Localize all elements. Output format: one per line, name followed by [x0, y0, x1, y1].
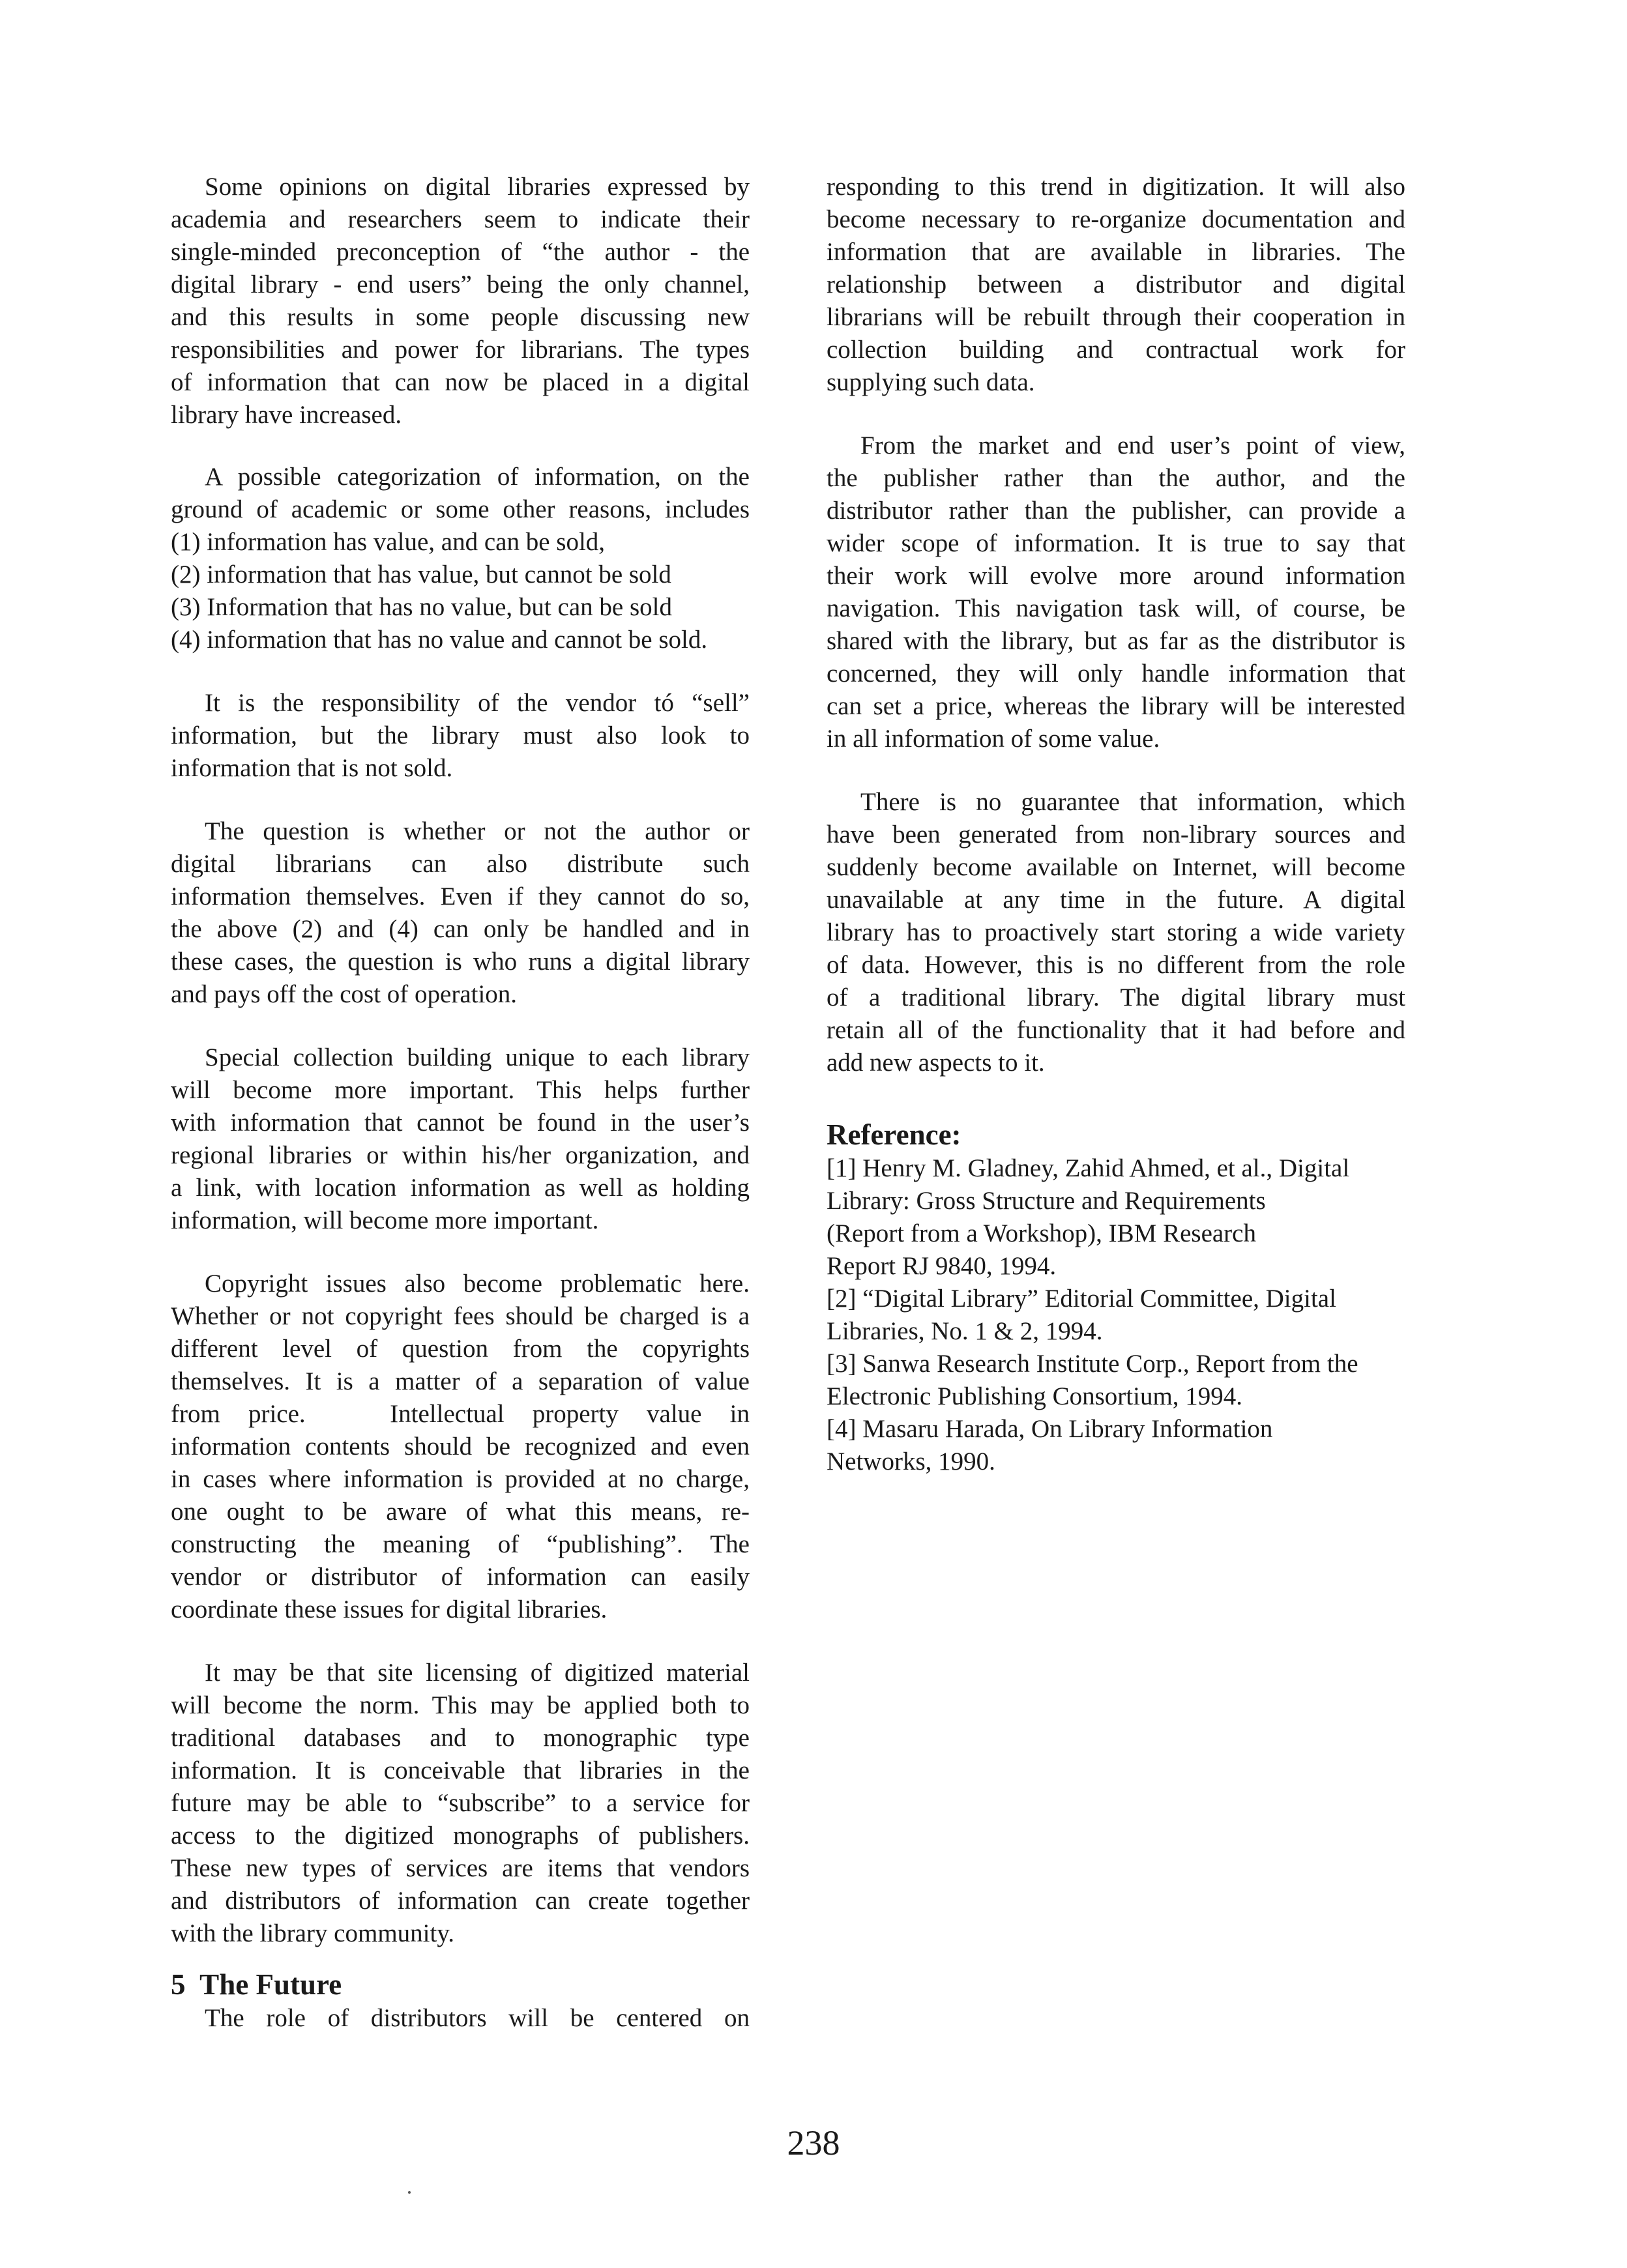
text-line: These new types of services are items that vendors [171, 1854, 750, 1882]
text-line: of information that can now be placed in a digital [171, 368, 750, 396]
text-line: navigation. This navigation task will, of course, be [827, 594, 1405, 622]
text-line: future may be able to “subscribe” to a service for [171, 1789, 750, 1817]
paragraph [827, 171, 1405, 399]
text-line: responding to this trend in digitization. It will also [827, 173, 1405, 201]
text-line: library has to proactively start storing a wide variety [827, 918, 1405, 946]
list-item: (2) information that has value, but cannot be sold [171, 560, 671, 589]
reference-line: [1] Henry M. Gladney, Zahid Ahmed, et al., Digital [827, 1154, 1350, 1182]
text-line: A possible categorization of information, on the [205, 463, 750, 491]
reference-line: [3] Sanwa Research Institute Corp., Report from the [827, 1350, 1358, 1378]
text-line: in all information of some value. [827, 725, 1160, 753]
right-column [827, 171, 1405, 1478]
paragraph [171, 171, 750, 431]
text-line: The question is whether or not the author or [205, 817, 750, 845]
text-line: coordinate these issues for digital libraries. [171, 1595, 608, 1623]
text-line: constructing the meaning of “publishing”. The [171, 1530, 750, 1558]
text-line: their work will evolve more around information [827, 562, 1405, 590]
reference-line: Library: Gross Structure and Requirements [827, 1187, 1266, 1215]
text-line: the publisher rather than the author, and the [827, 464, 1405, 492]
text-line: information. It is conceivable that libraries in the [171, 1756, 750, 1784]
reference-item [827, 1283, 1405, 1348]
text-line: of a traditional library. The digital library must [827, 983, 1405, 1011]
text-line: Whether or not copyright fees should be charged is a [171, 1302, 750, 1330]
paragraph [171, 2002, 750, 2035]
text-line: the above (2) and (4) can only be handled and in [171, 915, 750, 943]
text-line: retain all of the functionality that it had before and [827, 1016, 1405, 1044]
paragraph [171, 1268, 750, 1626]
text-line: It is the responsibility of the vendor tó “sell” [205, 689, 750, 717]
reference-line: Networks, 1990. [827, 1447, 995, 1476]
list-item: (4) information that has no value and cannot be sold. [171, 626, 708, 654]
text-line: will become more important. This helps further [171, 1076, 750, 1104]
text-line: information, but the library must also look to [171, 721, 750, 749]
text-line: one ought to be aware of what this means, re- [171, 1498, 750, 1526]
reference-line: [4] Masaru Harada, On Library Information [827, 1415, 1273, 1443]
text-line: single-minded preconception of “the author - the [171, 238, 750, 266]
text-line: relationship between a distributor and digital [827, 270, 1405, 298]
text-line: will become the norm. This may be applied both to [171, 1691, 750, 1719]
reference-item [827, 1348, 1405, 1413]
text-line: ground of academic or some other reasons, includes [171, 495, 750, 523]
text-line: The role of distributors will be centered on [205, 2004, 750, 2032]
text-line: with the library community. [171, 1919, 455, 1947]
reference-line: [2] “Digital Library” Editorial Committee, Digital [827, 1285, 1336, 1313]
text-line: It may be that site licensing of digitized material [205, 1659, 750, 1687]
paragraph [171, 1657, 750, 1950]
text-line: become necessary to re-organize documentation and [827, 205, 1405, 233]
text-line: and this results in some people discussing new [171, 303, 750, 331]
reference-line: (Report from a Workshop), IBM Research [827, 1219, 1256, 1247]
text-line: unavailable at any time in the future. A digital [827, 886, 1405, 914]
paragraph [827, 429, 1405, 755]
text-line: supplying such data. [827, 368, 1035, 396]
text-line: can set a price, whereas the library will be interested [827, 692, 1405, 720]
reference-item [827, 1152, 1405, 1283]
paragraph [171, 687, 750, 785]
reference-line: Electronic Publishing Consortium, 1994. [827, 1382, 1243, 1410]
text-line: information, will become more important. [171, 1206, 599, 1234]
page-number: 238 [787, 2123, 840, 2162]
text-line: wider scope of information. It is true to say that [827, 529, 1405, 557]
reference-heading: Reference: [827, 1118, 961, 1151]
text-line: shared with the library, but as far as the distributor is [827, 627, 1405, 655]
text-line: and pays off the cost of operation. [171, 980, 518, 1008]
paragraph [171, 461, 750, 656]
text-line: in cases where information is provided at no charge, [171, 1465, 750, 1493]
text-line: From the market and end user’s point of view, [860, 431, 1405, 459]
text-line: There is no guarantee that information, which [860, 788, 1405, 816]
text-line: digital library - end users” being the only channel, [171, 270, 750, 298]
text-line: collection building and contractual work for [827, 336, 1405, 364]
paragraph [171, 815, 750, 1011]
text-line: vendor or distributor of information can easily [171, 1563, 750, 1591]
reference-list [827, 1152, 1405, 1478]
left-column [171, 171, 750, 2035]
text-line: a link, with location information as well as holding [171, 1174, 750, 1202]
text-line: Some opinions on digital libraries expressed by [205, 173, 750, 201]
text-line: access to the digitized monographs of publishers. [171, 1822, 750, 1850]
text-line: library have increased. [171, 401, 402, 429]
reference-item [827, 1413, 1405, 1478]
text-line: concerned, they will only handle information that [827, 660, 1405, 688]
text-line: information themselves. Even if they cannot do so, [171, 882, 750, 910]
text-line: information that is not sold. [171, 754, 453, 782]
list-item: (3) Information that has no value, but can be sold [171, 593, 672, 621]
text-line: Copyright issues also become problematic here. [205, 1270, 750, 1298]
text-line: these cases, the question is who runs a digital library [171, 948, 750, 976]
text-line: traditional databases and to monographic type [171, 1724, 750, 1752]
text-line: from price. Intellectual property value in [171, 1400, 750, 1428]
text-line: information contents should be recognized and even [171, 1432, 750, 1461]
text-line: information that are available in libraries. The [827, 238, 1405, 266]
text-line: Special collection building unique to each library [205, 1043, 750, 1071]
paragraph [827, 786, 1405, 1079]
text-line: regional libraries or within his/her organization, and [171, 1141, 750, 1169]
text-line: add new aspects to it. [827, 1049, 1045, 1077]
text-line: have been generated from non-library sources and [827, 821, 1405, 849]
text-line: academia and researchers seem to indicate their [171, 205, 750, 233]
reference-line: Libraries, No. 1 & 2, 1994. [827, 1317, 1103, 1345]
paragraph [171, 1041, 750, 1237]
text-line: different level of question from the copyrights [171, 1335, 750, 1363]
text-line: responsibilities and power for librarians. The types [171, 336, 750, 364]
text-line: suddenly become available on Internet, will become [827, 853, 1405, 881]
reference-line: Report RJ 9840, 1994. [827, 1252, 1057, 1280]
scan-speck [408, 2191, 411, 2194]
text-line: librarians will be rebuilt through their cooperation in [827, 303, 1405, 331]
text-line: distributor rather than the publisher, can provide a [827, 497, 1405, 525]
text-line: with information that cannot be found in the user’s [171, 1109, 750, 1137]
text-line: themselves. It is a matter of a separation of value [171, 1367, 750, 1395]
text-line: of data. However, this is no different from the role [827, 951, 1405, 979]
list-item: (1) information has value, and can be sold, [171, 528, 606, 556]
text-line: digital librarians can also distribute such [171, 850, 750, 878]
section-heading: 5 The Future [171, 1968, 342, 2001]
text-line: and distributors of information can create together [171, 1887, 750, 1915]
